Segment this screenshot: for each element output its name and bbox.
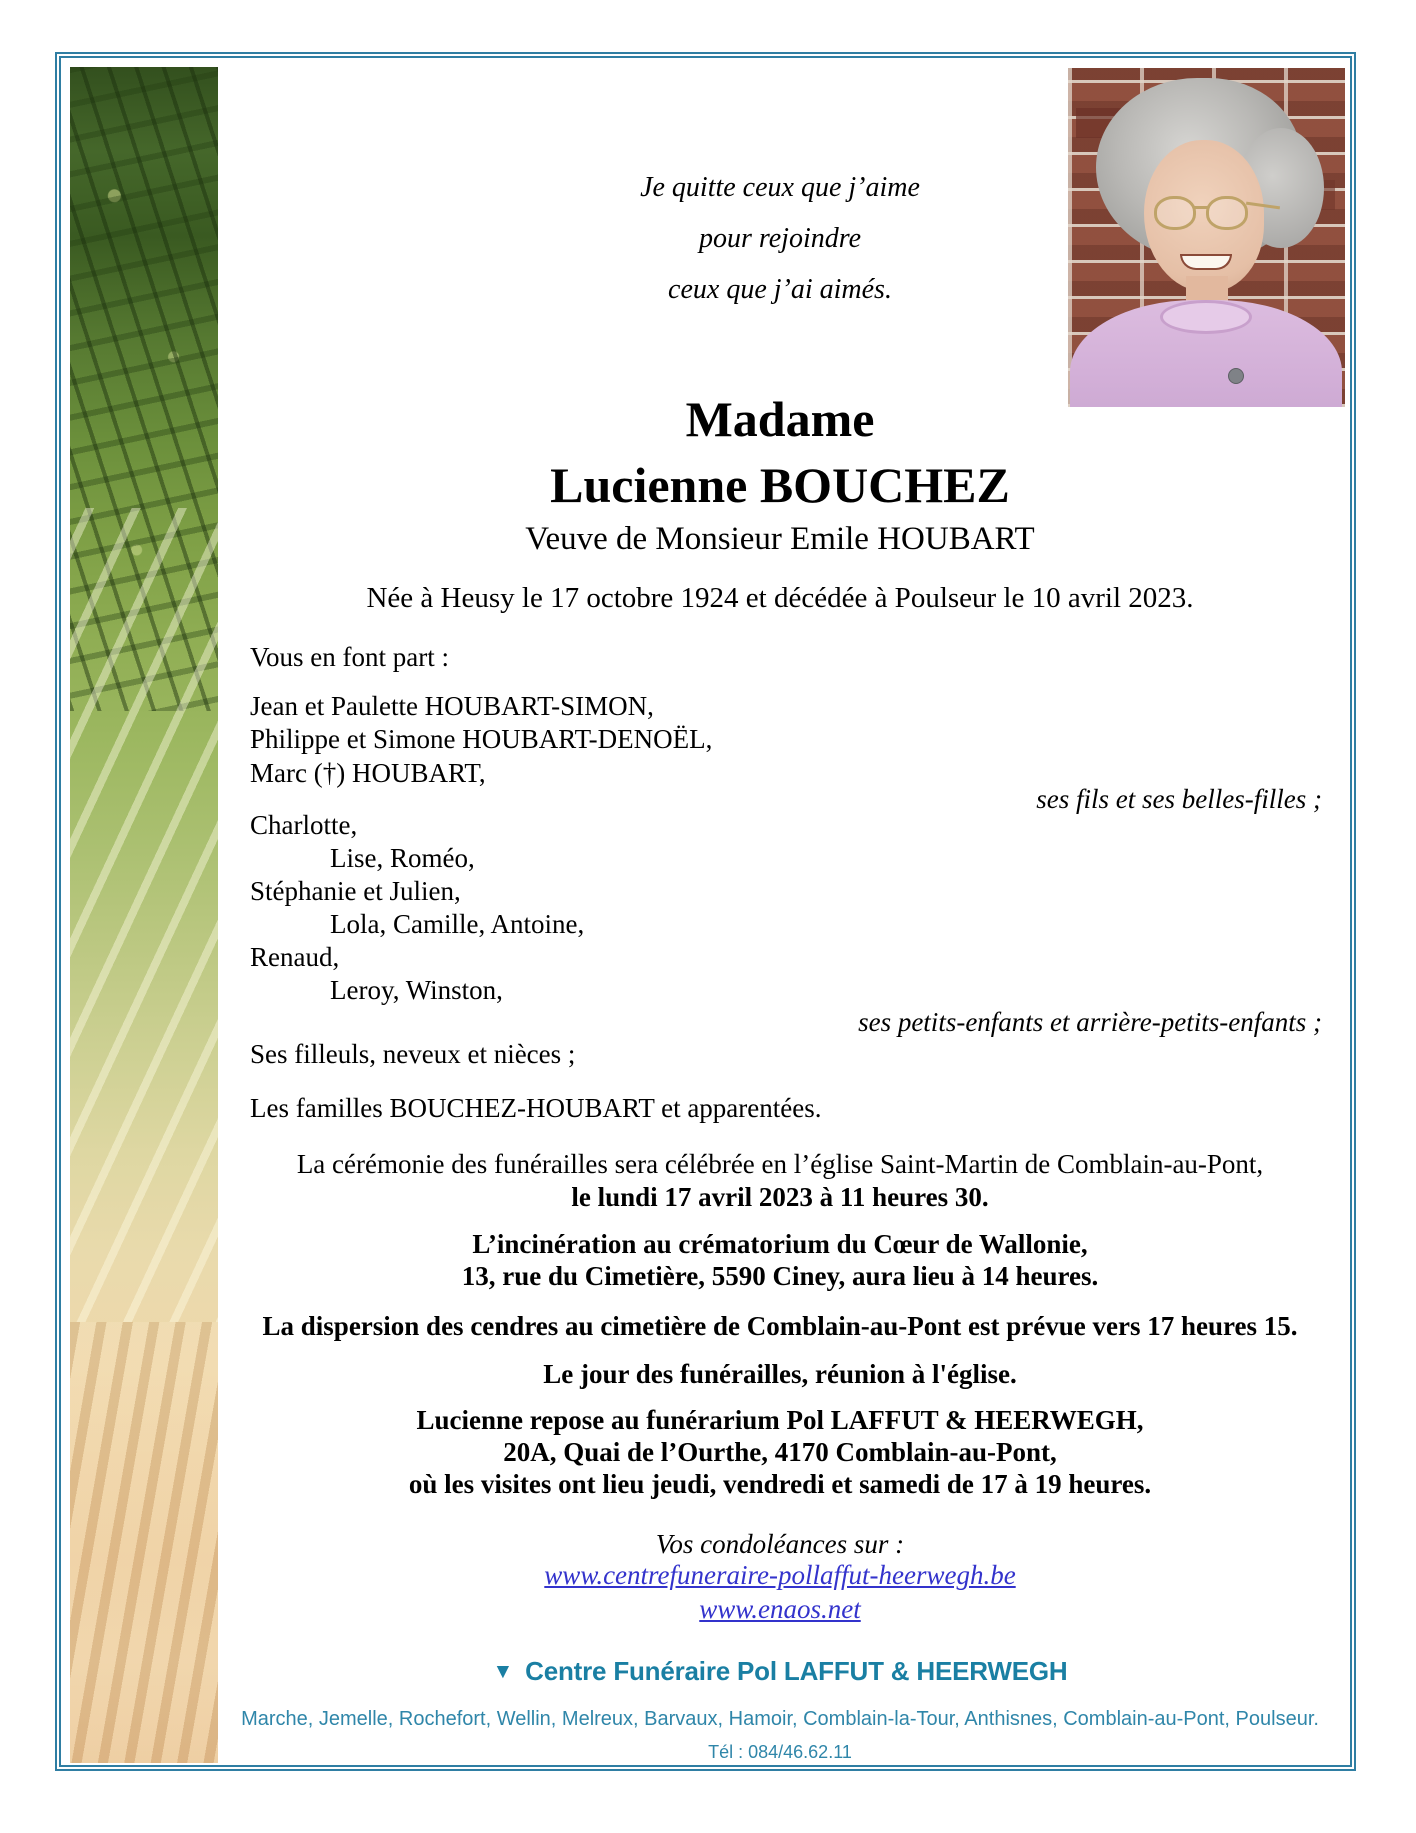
- grandchild-line: Stéphanie et Julien,: [250, 876, 461, 906]
- son-line: Marc (†) HOUBART,: [250, 758, 486, 788]
- epitaph-line-1: Je quitte ceux que j’aime: [640, 172, 920, 203]
- ceremony-service-line: La cérémonie des funérailles sera célébrée en l’église Saint-Martin de Comblain-au-Pont,: [296, 1149, 1264, 1179]
- son-line: Philippe et Simone HOUBART-DENOËL,: [250, 724, 713, 754]
- repose-line-3: où les visites ont lieu jeudi, vendredi et samedi de 17 à 19 heures.: [408, 1469, 1152, 1499]
- sons-attribution: ses fils et ses belles-filles ;: [1036, 784, 1322, 814]
- portrait-smile: [1180, 254, 1232, 270]
- triangle-logo-icon: ▼: [492, 1660, 514, 1683]
- grandchild-line: Lise, Roméo,: [330, 843, 475, 873]
- funeral-home-locations: Marche, Jemelle, Rochefort, Wellin, Melreux, Barvaux, Hamoir, Comblain-la-Tour, Anthisnes, Comblain-au-Pont, Poulseur.: [241, 1708, 1319, 1730]
- portrait-button: [1228, 368, 1244, 384]
- ashes-dispersion-line: La dispersion des cendres au cimetière de Comblain-au-Pont est prévue vers 17 heures 15.: [262, 1311, 1298, 1341]
- title-prefix: Madame: [685, 391, 875, 447]
- repose-line-1: Lucienne repose au funérarium Pol LAFFUT & HEERWEGH,: [416, 1405, 1144, 1435]
- deceased-name: Lucienne BOUCHEZ: [550, 457, 1010, 513]
- announcement-intro: Vous en font part :: [250, 642, 449, 672]
- condolences-label: Vos condoléances sur :: [655, 1529, 905, 1559]
- repose-line-2: 20A, Quai de l’Ourthe, 4170 Comblain-au-Pont,: [503, 1437, 1057, 1467]
- portrait-glasses-bridge: [1194, 206, 1208, 209]
- funeral-home-phone: Tél : 084/46.62.11: [708, 1742, 852, 1762]
- condolences-link-enaos[interactable]: www.enaos.net: [699, 1594, 861, 1624]
- widow-line: Veuve de Monsieur Emile HOUBART: [525, 521, 1035, 557]
- condolences-link-funeral-home[interactable]: www.centrefuneraire-pollaffut-heerwegh.be: [544, 1560, 1016, 1590]
- epitaph-line-2: pour rejoindre: [698, 223, 862, 254]
- grandchild-line: Leroy, Winston,: [330, 975, 503, 1005]
- funeral-home-name: Centre Funéraire Pol LAFFUT & HEERWEGH: [525, 1656, 1068, 1686]
- funeral-home-logo: [215, 1656, 1345, 1687]
- grandchild-line: Charlotte,: [250, 810, 358, 840]
- grandchild-line: Renaud,: [250, 942, 340, 972]
- sandy-path: [70, 1322, 218, 1763]
- cremation-line-2: 13, rue du Cimetière, 5590 Ciney, aura lieu à 14 heures.: [461, 1261, 1099, 1291]
- condolences-link-2-row: [215, 1594, 1345, 1625]
- ceremony-date-line: le lundi 17 avril 2023 à 11 heures 30.: [571, 1182, 989, 1212]
- son-line: Jean et Paulette HOUBART-SIMON,: [250, 691, 654, 721]
- cremation-line-1: L’incinération au crématorium du Cœur de Wallonie,: [472, 1229, 1088, 1259]
- godchildren-line: Ses filleuls, neveux et nièces ;: [250, 1039, 576, 1069]
- sun-rays: [70, 508, 218, 1322]
- condolences-link-1-row: [215, 1560, 1345, 1591]
- families-line: Les familles BOUCHEZ-HOUBART et apparentées.: [250, 1093, 822, 1123]
- forest-path-image: [70, 67, 218, 1763]
- grandchild-line: Lola, Camille, Antoine,: [330, 909, 585, 939]
- birth-death-line: Née à Heusy le 17 octobre 1924 et décédée à Poulseur le 10 avril 2023.: [366, 582, 1194, 614]
- reunion-line: Le jour des funérailles, réunion à l'église.: [543, 1359, 1017, 1389]
- grandchildren-attribution: ses petits-enfants et arrière-petits-enfants ;: [858, 1007, 1322, 1037]
- epitaph-line-3: ceux que j’ai aimés.: [668, 274, 892, 305]
